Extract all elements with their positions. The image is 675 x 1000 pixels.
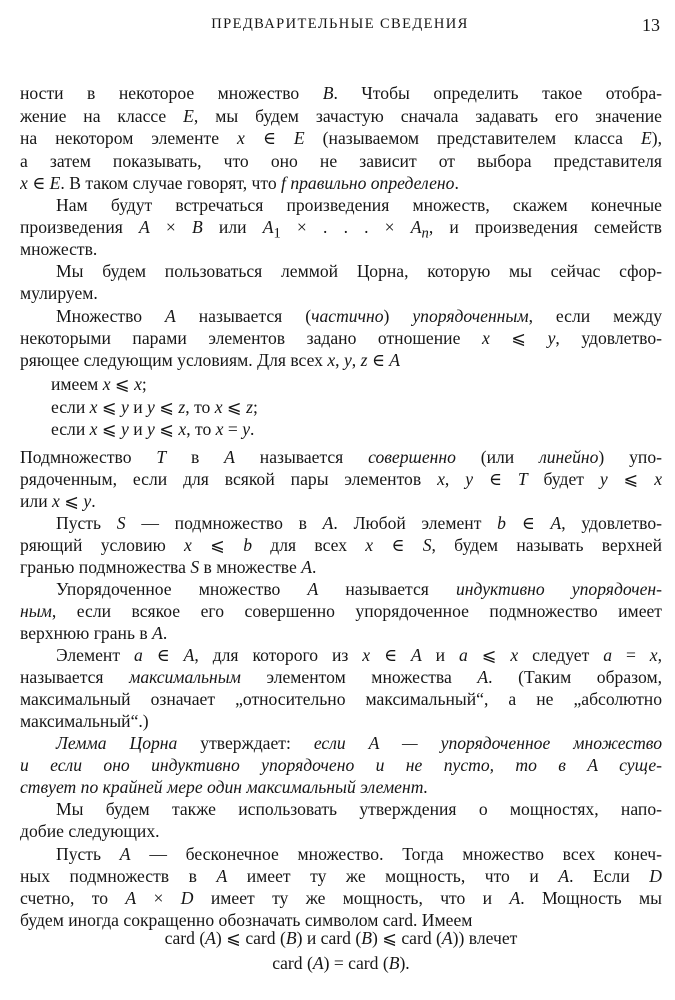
zorn-lemma-line: и если оно индуктивно упорядочено и не пусто, то в A суще- — [20, 755, 662, 775]
text-line: произведения A × B или $A_1$ × . . . × $A_n$, и произведения семейств — [20, 217, 662, 239]
text-line: максимальный“.) — [20, 711, 149, 731]
text-line: жение на классе E, мы будем зачастую сначала задавать его значение — [20, 106, 662, 126]
text-line: Мы будем также использовать утверждения о мощностях, напо- — [56, 799, 662, 819]
page-number: 13 — [642, 15, 660, 35]
text-line: рядоченным, если для всякой пары элементов x, y ∈ T будет y ⩽ x — [20, 469, 662, 489]
text-line: ных подмножеств в A имеет ту же мощность, что и A. Если D — [20, 866, 662, 886]
text-line: счетно, то A × D имеет ту же мощность, что и A. Мощность мы — [20, 888, 662, 908]
text-line: множеств. — [20, 239, 98, 259]
text-line: Пусть A — бесконечное множество. Тогда множество всех конеч- — [56, 844, 662, 864]
text-line: будем иногда сокращенно обозначать символом card. Имеем — [20, 910, 473, 930]
display-formula: card (A) ⩽ card (B) и card (B) ⩽ card (A)) влечет — [164, 928, 518, 948]
text-line: x ∈ E. В таком случае говорят, что f правильно определено. — [20, 173, 459, 193]
zorn-lemma-line: ствует по крайней мере один максимальный элемент. — [20, 777, 429, 797]
display-formula: card (A) = card (B). — [272, 953, 410, 973]
text-line: максимальный означает „относительно максимальный“, а не „абсолютно — [20, 689, 662, 709]
text-line: Пусть S — подмножество в A. Любой элемент b ∈ A, удовлетво- — [56, 513, 662, 533]
text-line: добие следующих. — [20, 821, 160, 841]
text-line: Нам будут встречаться произведения множеств, скажем конечные — [56, 195, 662, 215]
text-line: а затем показывать, что оно не зависит от выбора представителя — [20, 151, 662, 171]
text-line: ности в некоторое множество B. Чтобы определить такое отобра- — [20, 83, 662, 103]
text-line: Упорядоченное множество A называется индуктивно упорядочен- — [56, 579, 662, 599]
text-line: некоторыми парами элементов задано отношение x ⩽ y, удовлетво- — [20, 328, 662, 348]
text-line: Мы будем пользоваться леммой Цорна, которую мы сейчас сфор- — [56, 261, 662, 281]
text-line: ряющий условию x ⩽ b для всех x ∈ S, будем называть верхней — [20, 535, 662, 555]
zorn-lemma-line: Лемма Цорна утверждает: если A — упорядоченное множество — [56, 733, 662, 753]
running-head — [20, 14, 660, 38]
condition-line: имеем x ⩽ x; — [51, 374, 147, 394]
text-line: называется максимальным элементом множества A. (Таким образом, — [20, 667, 662, 687]
running-title: ПРЕДВАРИТЕЛЬНЫЕ СВЕДЕНИЯ — [211, 16, 469, 32]
text-line: мулируем. — [20, 283, 98, 303]
text-line: Элемент a ∈ A, для которого из x ∈ A и a ⩽ x следует a = x, — [56, 645, 662, 665]
text-line: на некотором элементе x ∈ E (называемом представителем класса E), — [20, 128, 662, 148]
condition-line: если x ⩽ y и y ⩽ z, то x ⩽ z; — [51, 397, 258, 417]
text-line: ным, если всякое его совершенно упорядоченное подмножество имеет — [20, 601, 662, 621]
text-line: гранью подмножества S в множестве A. — [20, 557, 317, 577]
text-line: Множество A называется (частично) упорядоченным, если между — [56, 306, 662, 326]
text-line: ряющее следующим условиям. Для всех x, y, z ∈ A — [20, 350, 401, 370]
text-line: верхнюю грань в A. — [20, 623, 168, 643]
text-line: или x ⩽ y. — [20, 491, 96, 511]
condition-line: если x ⩽ y и y ⩽ x, то x = y. — [51, 419, 255, 439]
text-line: Подмножество T в A называется совершенно (или линейно) упо- — [20, 447, 662, 467]
